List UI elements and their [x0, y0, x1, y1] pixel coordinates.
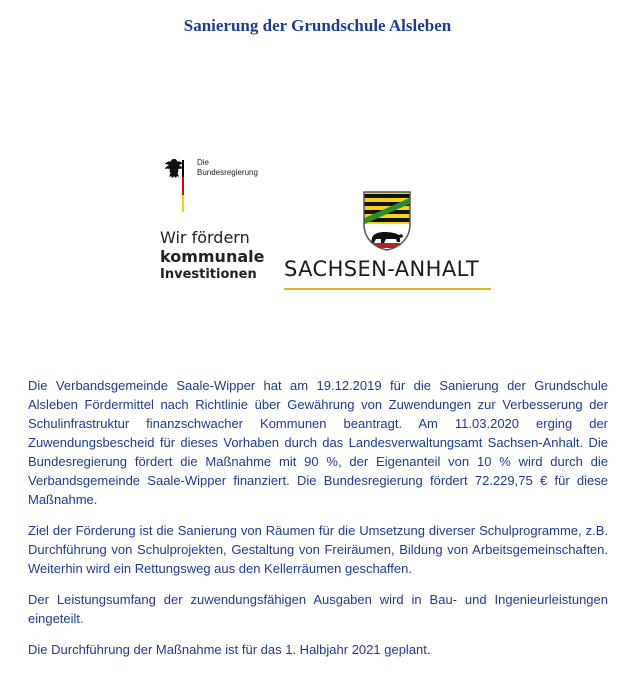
- sachsen-anhalt-coat-of-arms-icon: [362, 190, 412, 252]
- page-title: Sanierung der Grundschule Alsleben: [183, 16, 452, 35]
- sachsen-anhalt-wordmark: SACHSEN-ANHALT: [284, 257, 480, 281]
- bundesregierung-label: [197, 158, 258, 178]
- federal-eagle-icon: [164, 158, 184, 180]
- sachsen-anhalt-logo: [284, 190, 494, 294]
- slogan-line-2: kommunale: [160, 247, 265, 266]
- sachsen-anhalt-underline: [284, 288, 491, 290]
- paragraph-3: Der Leistungsumfang der zuwendungsfähigen Ausgaben wird in Bau- und Ingenieurleistungen eingeteilt.: [28, 592, 608, 626]
- slogan-line-3: Investitionen: [160, 267, 257, 282]
- slogan-line-1: Wir fördern: [160, 228, 250, 247]
- paragraph-2: Ziel der Förderung ist die Sanierung von Räumen für die Umsetzung diverser Schulprogramme, z.B. Durchführung von Schulprojekten, Gestaltung von Freiräumen, Bildung von Arbeitsgemeinschaften. Weiterhin wird ein Rettungsweg aus den Kellerräumen geschaffen.: [28, 523, 608, 576]
- bundesregierung-logo: [160, 158, 270, 288]
- bund-label-line-1: Die: [197, 158, 210, 167]
- paragraph-1: Die Verbandsgemeinde Saale-Wipper hat am 19.12.2019 für die Sanierung der Grundschule Alsleben Fördermittel nach Richtlinie über Gewährung von Zuwendungen zur Verbesserung der Schulinfrastruktur finanzschwacher Kommunen beantragt. Am 11.03.2020 erging der Zuwendungsbescheid für dieses Vorhaben durch das Landesverwaltungsamt Sachsen-Anhalt. Die Bundesregierung fördert die Maßnahme mit 90 %, der Eigenanteil von 10 % wird durch die Verbandsgemeinde Saale-Wipper finanziert. Die Bundesregierung fördert 72.229,75 € für diese Maßnahme.: [28, 378, 608, 507]
- body-text: [28, 376, 608, 671]
- bund-label-line-2: Bundesregierung: [197, 168, 258, 177]
- paragraph-4: Die Durchführung der Maßnahme ist für das 1. Halbjahr 2021 geplant.: [28, 642, 431, 657]
- german-flag-bar: [182, 160, 184, 212]
